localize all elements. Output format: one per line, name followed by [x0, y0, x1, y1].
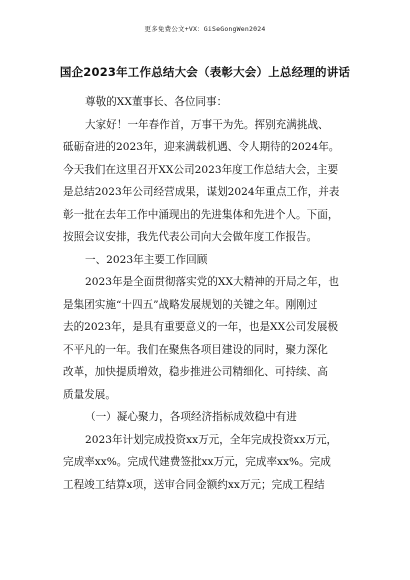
body-line: 彰一批在去年工作中涌现出的先进集体和先进个人。下面， [63, 208, 339, 221]
document-title: 国企2023年工作总结大会（表彰大会）上总经理的讲话 [59, 65, 351, 79]
body-line: 去的2023年，是具有重要意义的一年，也是XX公司发展极 [63, 321, 339, 333]
header-note: 更多免费公文+VX：GiSeGongWen2024 [144, 25, 266, 33]
body-line: 2023年计划完成投资xx万元，全年完成投资xx万元， [85, 433, 338, 446]
body-line: 大家好！一年春作首，万事干为先。挥别充满挑战、 [85, 118, 329, 131]
document-body [63, 91, 363, 496]
body-line: 尊敬的XX董事长、各位同事： [85, 96, 228, 108]
body-line: 2023年是全面贯彻落实党的XX大精神的开局之年，也 [85, 276, 339, 288]
body-line: 是集团实施“十四五”战略发展规划的关键之年。刚刚过 [63, 298, 318, 311]
body-line: 今天我们在这里召开XX公司2023年度工作总结大会，主要 [63, 163, 339, 176]
body-line: 改革，加快提质增效，稳步推进公司精细化、可持续、高 [63, 366, 328, 378]
body-line: 按照会议安排，我先代表公司向大会做年度工作报告。 [63, 231, 318, 243]
body-line: 砥砺奋进的2023年，迎来满载机遇、令人期待的2024年。 [63, 141, 340, 153]
body-line: 一、2023年主要工作回顾 [85, 253, 208, 266]
body-line: 不平凡的一年。我们在聚焦各项目建设的同时，聚力深化 [63, 343, 328, 356]
body-line: 完成率xx%。完成代建费签批xx万元，完成率xx%。完成 [63, 456, 331, 468]
body-line: 是总结2023年公司经营成果，谋划2024年重点工作，并表 [63, 186, 340, 198]
body-line: 质量发展。 [63, 388, 116, 401]
subsection-heading: （一）凝心聚力，各项经济指标成效稳中有进 [85, 411, 297, 423]
body-line: 工程竣工结算x项，送审合同金额约xx万元；完成工程结 [63, 478, 325, 491]
